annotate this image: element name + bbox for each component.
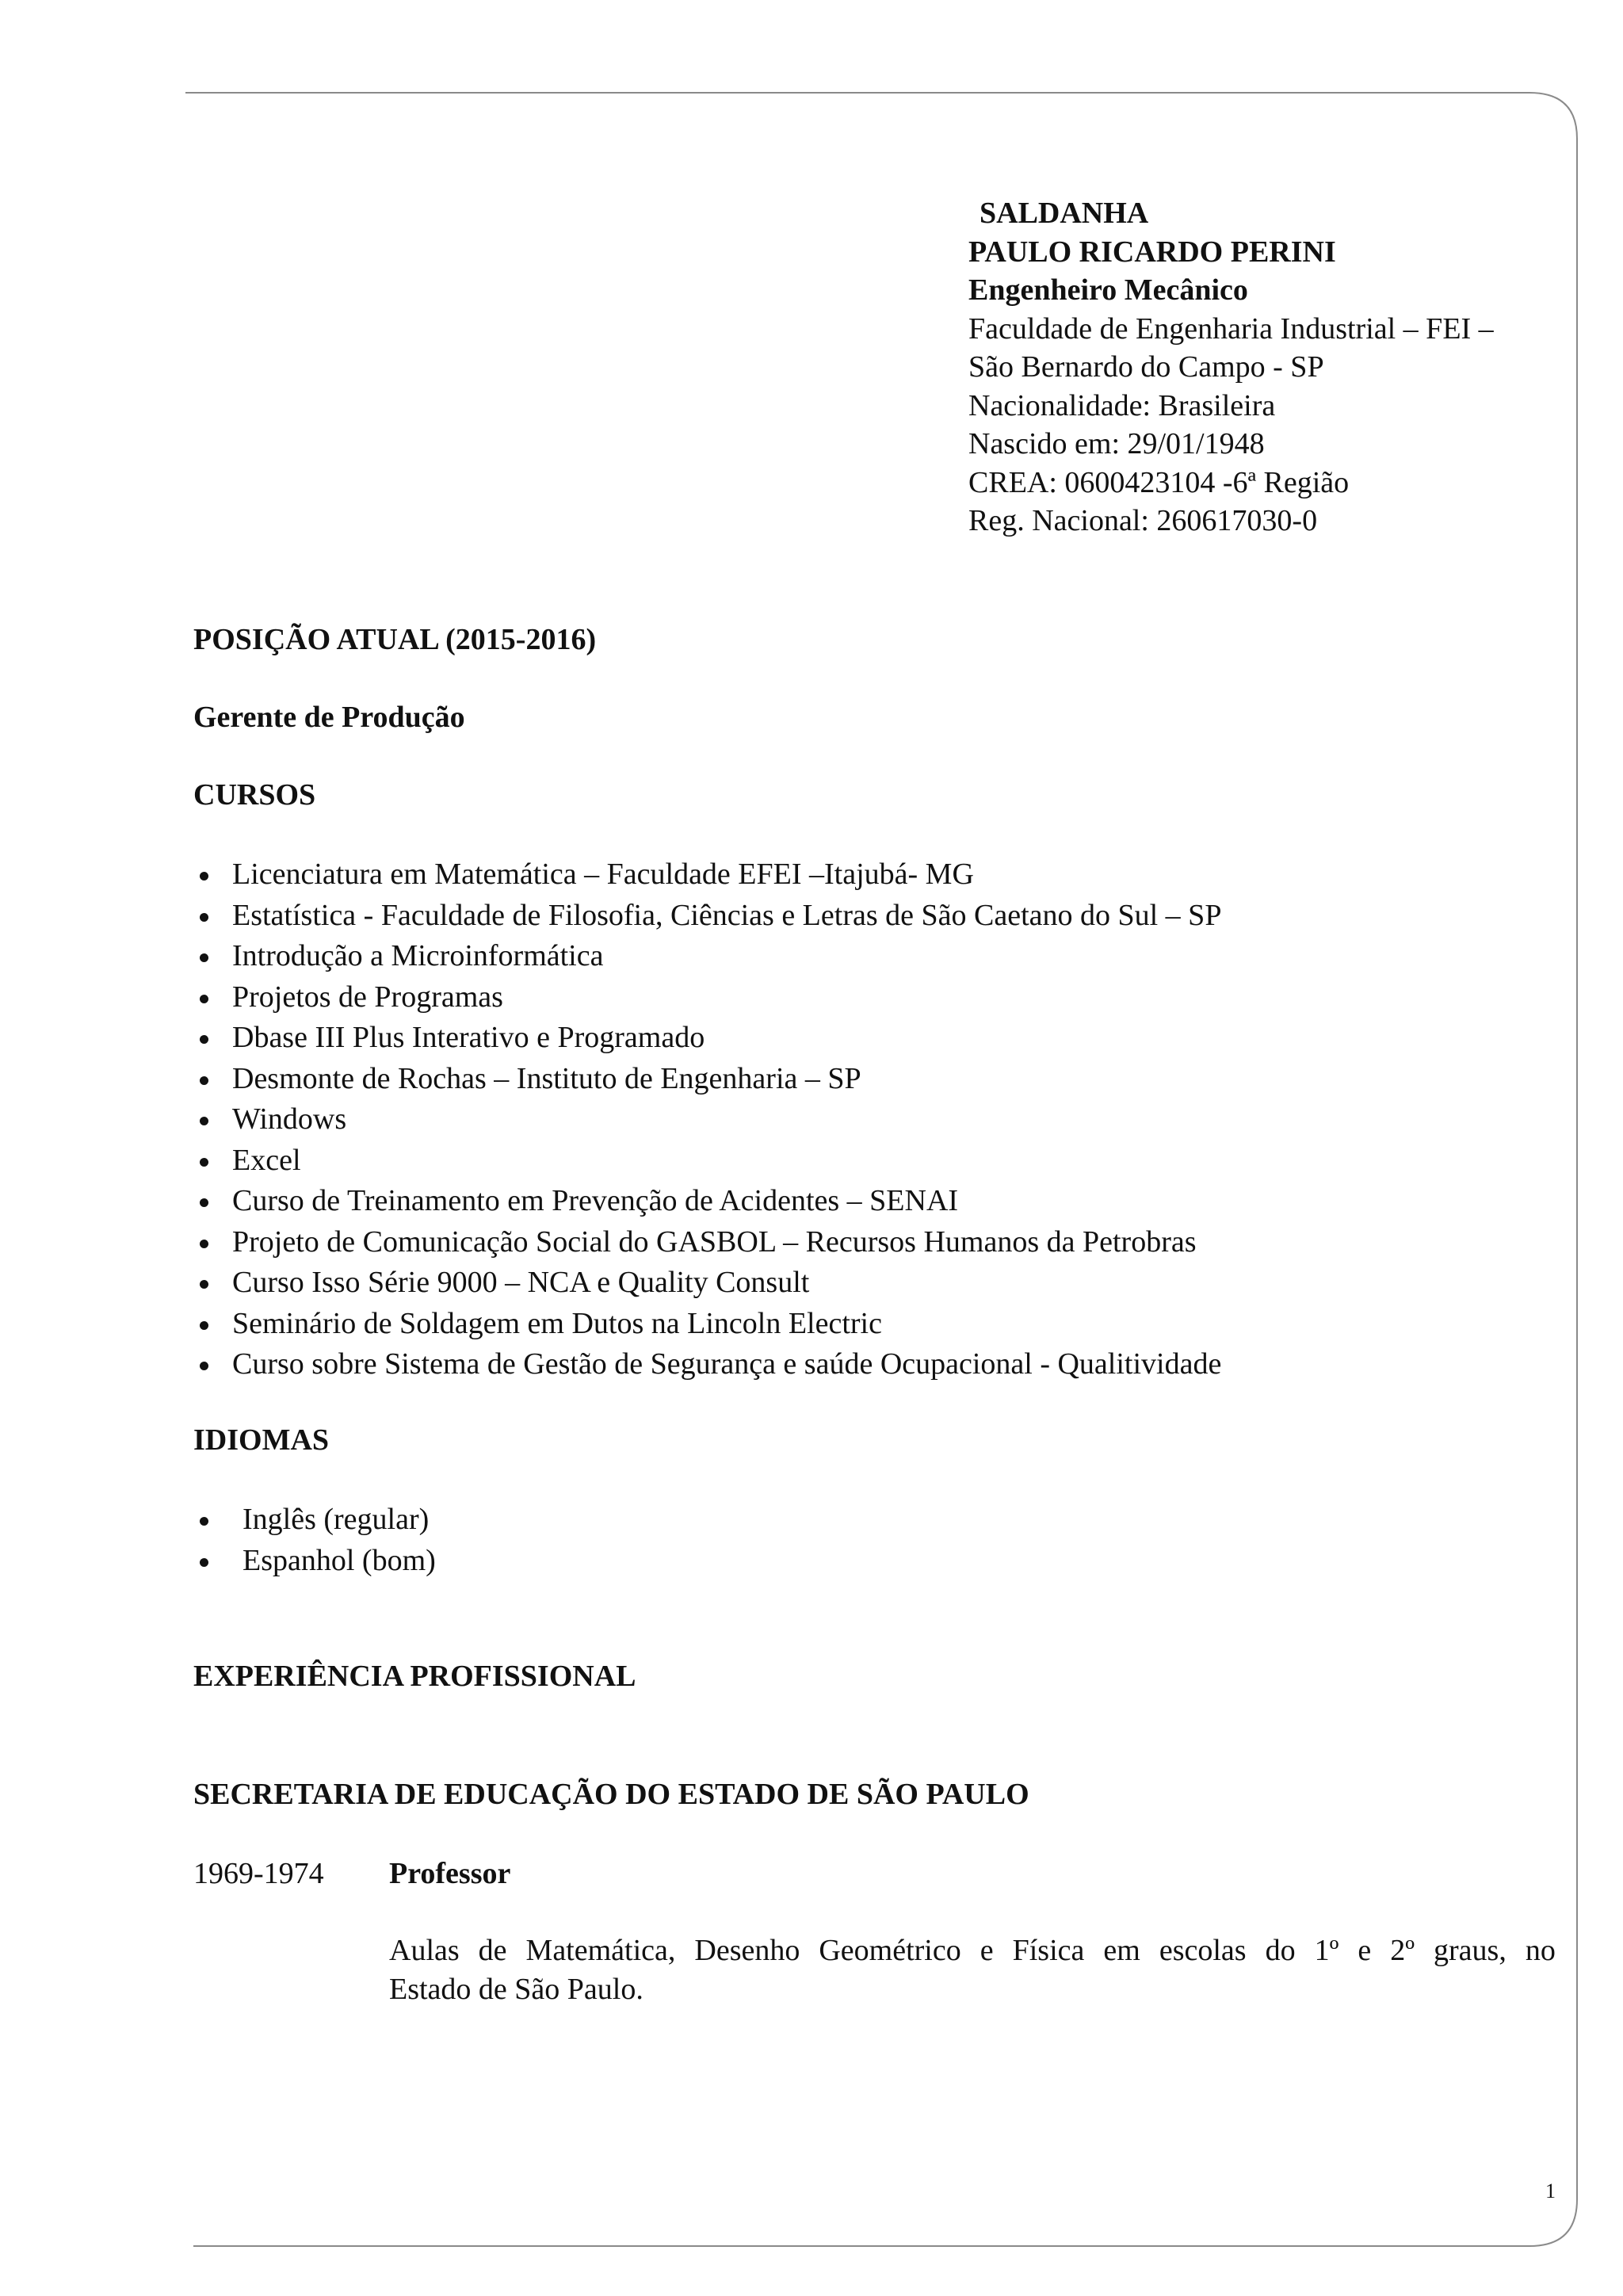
birth-date: Nascido em: 29/01/1948 — [968, 427, 1265, 460]
list-item: Projeto de Comunicação Social do GASBOL – Recursos Humanos da Petrobras — [193, 1222, 1221, 1263]
description-word: Geométrico — [819, 1934, 961, 1967]
bullet-icon — [200, 913, 208, 922]
list-item: Curso sobre Sistema de Gestão de Segurança e saúde Ocupacional - Qualitividade — [193, 1344, 1221, 1385]
national-registration: Reg. Nacional: 260617030-0 — [968, 504, 1318, 537]
list-item: Inglês (regular) — [193, 1499, 436, 1541]
page-number: 1 — [1545, 2179, 1556, 2202]
job-period: 1969-1974 — [193, 1857, 324, 1890]
languages-heading: IDIOMAS — [193, 1423, 330, 1457]
job-description-line-1 — [389, 1931, 1556, 1969]
description-word: Matemática, — [525, 1934, 676, 1967]
bullet-icon — [200, 872, 208, 881]
description-word: Aulas — [389, 1934, 460, 1967]
surname: SALDANHA — [980, 197, 1149, 230]
list-item: Desmonte de Rochas – Instituto de Engenharia – SP — [193, 1059, 1221, 1100]
bullet-icon — [200, 1280, 208, 1289]
courses-heading: CURSOS — [193, 778, 316, 812]
description-word: e — [1358, 1934, 1372, 1967]
bullet-icon — [200, 1240, 208, 1248]
list-item: Introdução a Microinformática — [193, 936, 1221, 977]
job-description-line-2: Estado de São Paulo. — [389, 1973, 643, 2006]
bullet-icon — [200, 1362, 208, 1370]
experience-heading: EXPERIÊNCIA PROFISSIONAL — [193, 1660, 636, 1693]
bullet-icon — [200, 995, 208, 1003]
full-name: PAULO RICARDO PERINI — [968, 235, 1336, 269]
description-word: de — [478, 1934, 507, 1967]
school-line-1: Faculdade de Engenharia Industrial – FEI – — [968, 311, 1494, 346]
bullet-icon — [200, 1321, 208, 1330]
description-word: 1º — [1314, 1934, 1339, 1967]
list-item: Seminário de Soldagem em Dutos na Lincoln Electric — [193, 1304, 1221, 1345]
description-word: do — [1265, 1934, 1296, 1967]
profession: Engenheiro Mecânico — [968, 273, 1248, 307]
nationality: Nacionalidade: Brasileira — [968, 388, 1276, 422]
courses-list — [193, 854, 1221, 1385]
school-line-2: São Bernardo do Campo - SP — [968, 350, 1324, 384]
crea-number: CREA: 0600423104 -6ª Região — [968, 465, 1350, 499]
list-item: Curso Isso Série 9000 – NCA e Quality Consult — [193, 1263, 1221, 1304]
description-word: Física — [1012, 1934, 1085, 1967]
bullet-icon — [200, 1198, 208, 1207]
list-item: Excel — [193, 1140, 1221, 1182]
current-position-heading: POSIÇÃO ATUAL (2015-2016) — [193, 623, 597, 656]
bullet-icon — [200, 1517, 208, 1526]
list-item: Dbase III Plus Interativo e Programado — [193, 1018, 1221, 1059]
header-block — [968, 194, 1494, 541]
languages-list — [193, 1499, 436, 1581]
bullet-icon — [200, 1035, 208, 1044]
list-item: Curso de Treinamento em Prevenção de Acidentes – SENAI — [193, 1181, 1221, 1222]
description-word: e — [980, 1934, 994, 1967]
description-word: em — [1103, 1934, 1140, 1967]
current-role: Gerente de Produção — [193, 701, 465, 734]
description-word: no — [1525, 1934, 1556, 1967]
bullet-icon — [200, 1117, 208, 1125]
description-word: Desenho — [694, 1934, 800, 1967]
list-item: Espanhol (bom) — [193, 1541, 436, 1582]
list-item: Estatística - Faculdade de Filosofia, Ciências e Letras de São Caetano do Sul – SP — [193, 896, 1221, 937]
bullet-icon — [200, 953, 208, 962]
bullet-icon — [200, 1558, 208, 1567]
bullet-icon — [200, 1076, 208, 1085]
description-word: escolas — [1159, 1934, 1247, 1967]
list-item: Licenciatura em Matemática – Faculdade EFEI –Itajubá- MG — [193, 854, 1221, 896]
description-word: 2º — [1390, 1934, 1415, 1967]
list-item: Projetos de Programas — [193, 977, 1221, 1018]
description-word: graus, — [1434, 1934, 1507, 1967]
list-item: Windows — [193, 1099, 1221, 1140]
job-title: Professor — [389, 1857, 511, 1890]
employer-name: SECRETARIA DE EDUCAÇÃO DO ESTADO DE SÃO PAULO — [193, 1778, 1029, 1811]
bullet-icon — [200, 1158, 208, 1167]
